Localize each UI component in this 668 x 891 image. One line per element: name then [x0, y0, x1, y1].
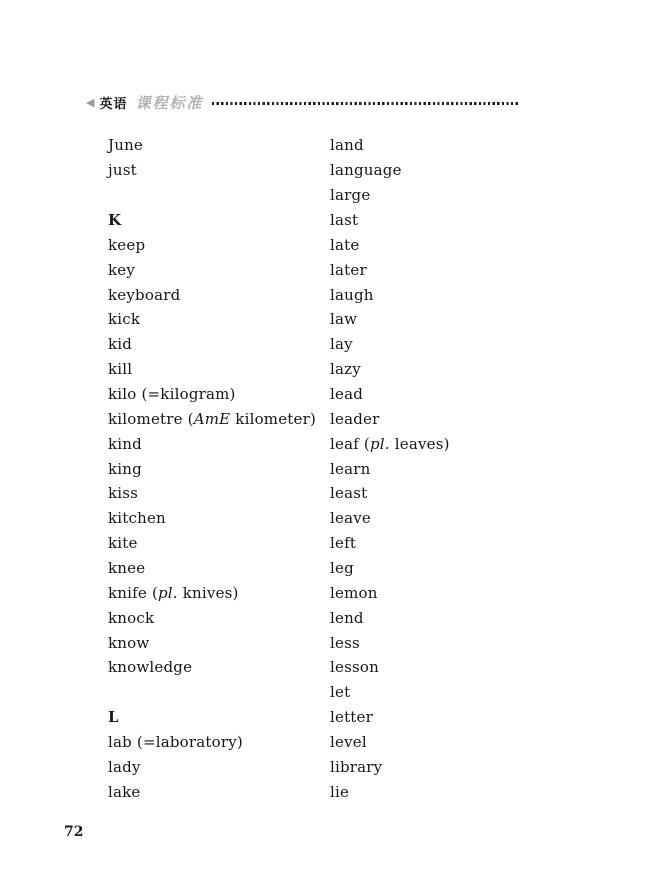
- vocab-word-right: lesson: [330, 658, 379, 677]
- vocab-row: [108, 158, 538, 183]
- vocab-row: [108, 655, 538, 680]
- vocab-word-right: laugh: [330, 285, 374, 304]
- vocab-word-left: just: [108, 161, 137, 180]
- vocab-word-right: law: [330, 310, 358, 329]
- vocab-word-left: keep: [108, 235, 146, 254]
- vocab-word-right: lazy: [330, 360, 361, 379]
- page-header: [86, 92, 518, 112]
- vocab-word-right: lie: [330, 782, 350, 801]
- vocab-word-right: leader: [330, 409, 380, 428]
- vocab-word-left: kid: [108, 335, 133, 354]
- vocab-word-right: left: [330, 534, 357, 553]
- vocab-word-left: L: [108, 708, 120, 727]
- vocab-row: [108, 730, 538, 755]
- dotted-rule: [212, 102, 519, 105]
- vocab-word-right: lemon: [330, 583, 378, 602]
- vocab-word-left: kiss: [108, 484, 139, 503]
- vocab-row: [108, 431, 538, 456]
- vocab-list: [108, 133, 538, 804]
- vocab-word-left: king: [108, 459, 142, 478]
- vocab-row: [108, 133, 538, 158]
- vocab-row: [108, 183, 538, 208]
- vocab-word-right: leg: [330, 559, 354, 578]
- vocab-word-right: leaf (pl. leaves): [330, 434, 450, 453]
- vocab-row: [108, 531, 538, 556]
- vocab-row: [108, 680, 538, 705]
- header-subtitle: 课程标准: [135, 93, 204, 112]
- vocab-row: [108, 779, 538, 804]
- vocab-row: [108, 382, 538, 407]
- vocab-row: [108, 406, 538, 431]
- vocab-word-right: lend: [330, 608, 364, 627]
- vocab-word-left: knife (pl. knives): [108, 583, 239, 602]
- vocab-word-left: lab (=laboratory): [108, 733, 243, 752]
- vocab-word-left: kick: [108, 310, 141, 329]
- vocab-word-left: lake: [108, 782, 141, 801]
- vocab-row: [108, 232, 538, 257]
- vocab-word-right: lead: [330, 385, 364, 404]
- vocab-word-right: leave: [330, 509, 371, 528]
- vocab-word-right: late: [330, 235, 360, 254]
- vocab-row: [108, 456, 538, 481]
- vocab-row: [108, 630, 538, 655]
- vocab-word-right: lay: [330, 335, 353, 354]
- vocab-word-left: kill: [108, 360, 133, 379]
- vocab-word-right: least: [330, 484, 368, 503]
- vocab-word-right: less: [330, 633, 360, 652]
- vocab-word-right: last: [330, 211, 359, 229]
- vocab-word-left: June: [108, 136, 144, 155]
- vocab-row: [108, 705, 538, 730]
- vocab-row: [108, 257, 538, 282]
- vocab-word-right: land: [330, 136, 364, 155]
- vocab-row: [108, 332, 538, 357]
- vocab-word-left: kind: [108, 434, 142, 453]
- vocab-word-left: kilometre (AmE kilometer): [108, 409, 317, 428]
- vocab-word-left: knee: [108, 559, 146, 578]
- page-number: 72: [64, 824, 84, 840]
- vocab-word-right: learn: [330, 459, 371, 478]
- vocab-word-right: large: [330, 186, 371, 205]
- vocab-row: [108, 506, 538, 531]
- vocab-word-left: kite: [108, 534, 138, 553]
- vocab-row: [108, 481, 538, 506]
- vocab-word-left: knock: [108, 608, 155, 627]
- header-brand: 英语: [99, 96, 128, 112]
- vocab-word-left: kitchen: [108, 509, 166, 528]
- vocab-row: [108, 307, 538, 332]
- vocab-word-left: lady: [108, 757, 141, 776]
- vocab-word-left: K: [108, 211, 122, 229]
- vocab-word-right: letter: [330, 708, 373, 727]
- vocab-row: [108, 605, 538, 630]
- vocab-word-left: key: [108, 260, 136, 279]
- vocab-word-right: language: [330, 161, 402, 180]
- vocab-row: [108, 754, 538, 779]
- vocab-row: [108, 556, 538, 581]
- vocab-row: [108, 580, 538, 605]
- vocab-word-left: knowledge: [108, 658, 193, 677]
- vocab-row: [108, 208, 538, 233]
- vocab-word-right: library: [330, 757, 383, 776]
- left-triangle-icon: ◀: [86, 95, 95, 109]
- vocab-word-left: keyboard: [108, 285, 181, 304]
- vocab-word-right: let: [330, 683, 351, 702]
- vocab-word-left: know: [108, 633, 150, 652]
- vocab-row: [108, 282, 538, 307]
- vocab-word-right: level: [330, 733, 367, 752]
- vocab-word-left: kilo (=kilogram): [108, 385, 236, 404]
- vocab-row: [108, 357, 538, 382]
- vocab-word-right: later: [330, 260, 367, 279]
